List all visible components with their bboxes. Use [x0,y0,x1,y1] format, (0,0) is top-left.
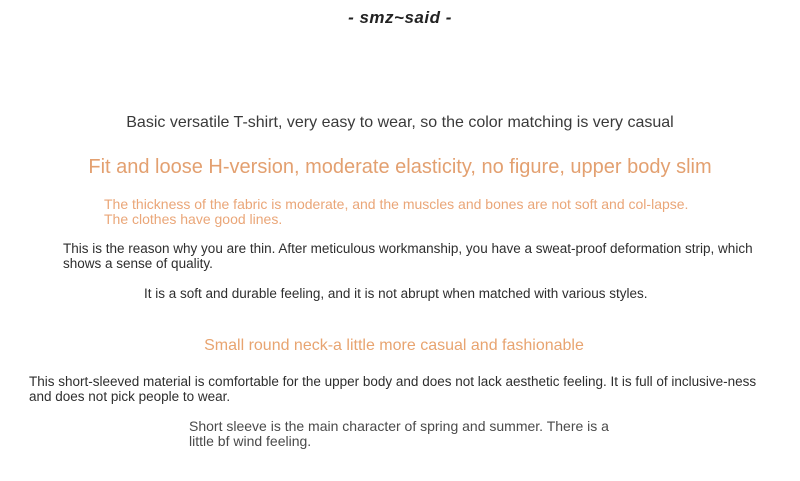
fit-headline: Fit and loose H-version, moderate elasticity, no figure, upper body slim [88,156,712,178]
neck-headline: Small round neck-a little more casual and fashionable [204,337,584,354]
intro-line: Basic versatile T-shirt, very easy to wear, so the color matching is very casual [126,114,674,131]
material-description: This short-sleeved material is comfortable for the upper body and does not lack aesthetic feeling. It is full of inclusive-ness and does not pick people to wear. [29,374,757,404]
quality-description: This is the reason why you are thin. After meticulous workmanship, you have a sweat-proof deformation strip, which shows a sense of quality. [63,241,753,271]
sleeve-description: Short sleeve is the main character of spring and summer. There is a little bf wind feeling. [189,418,609,449]
brand-signature: - smz~said - [348,8,452,27]
fabric-description: The thickness of the fabric is moderate, and the muscles and bones are not soft and col-lapse. The clothes have good lines. [104,196,689,227]
feeling-description: It is a soft and durable feeling, and it is not abrupt when matched with various styles. [144,286,648,301]
